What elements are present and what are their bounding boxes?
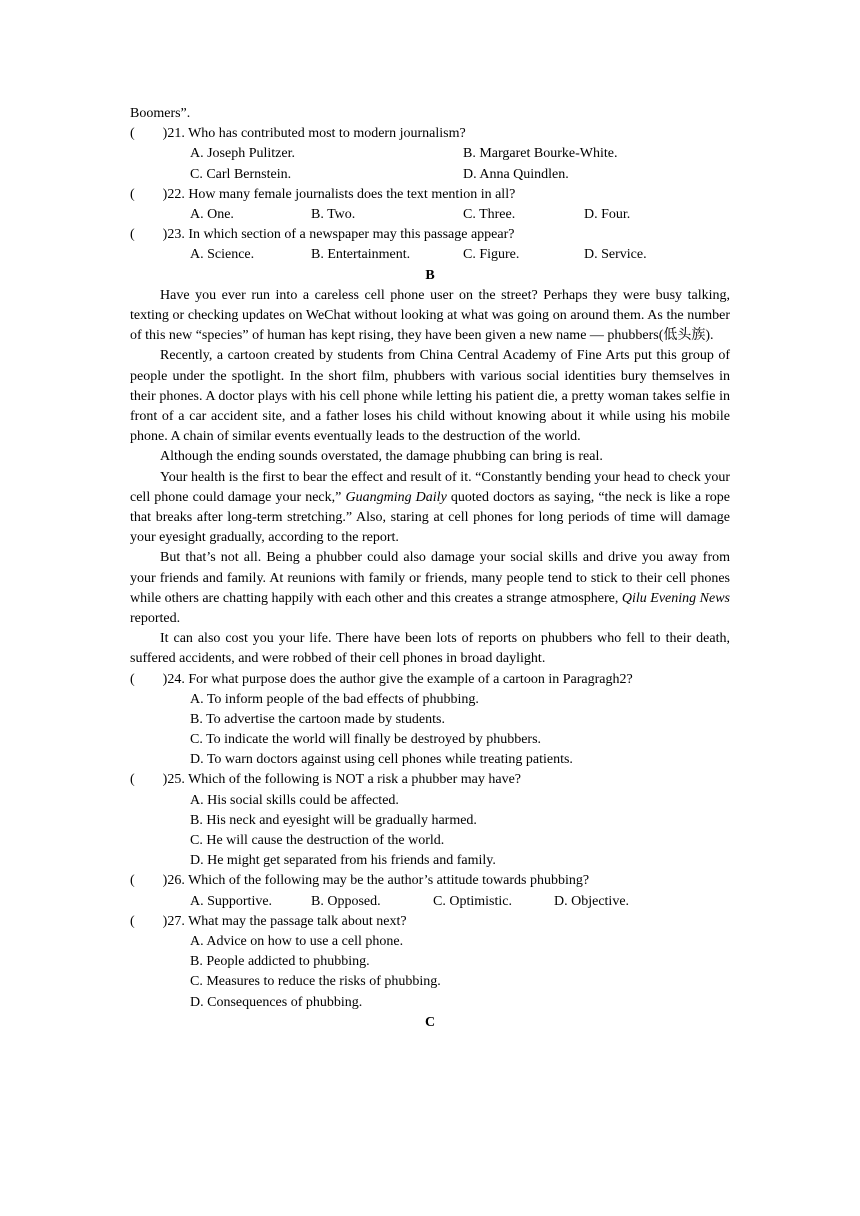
q27-option-c[interactable]: C. Measures to reduce the risks of phubbing. xyxy=(190,974,441,990)
q23-option-d[interactable]: D. Service. xyxy=(584,247,647,263)
question-25: ( )25. Which of the following is NOT a risk a phubber may have? xyxy=(130,772,522,788)
question-21: ( )21. Who has contributed most to modern journalism? xyxy=(130,126,466,142)
q23-option-b[interactable]: B. Entertainment. xyxy=(311,247,411,263)
q23-options xyxy=(130,245,730,265)
q22-options xyxy=(130,205,730,225)
q21-options-row2 xyxy=(130,165,730,185)
section-b-paragraph-1: Have you ever run into a careless cell phone user on the street? Perhaps they were busy talking, texting or checking updates on WeChat without looking at what was going on around them. As the number of this new “species” of human has kept rising, they have been given a new name — phubbers(低头族). xyxy=(130,287,730,344)
question-26: ( )26. Which of the following may be the author’s attitude towards phubbing? xyxy=(130,873,590,889)
q22-option-b[interactable]: B. Two. xyxy=(311,206,356,222)
p5-text-b: reported. xyxy=(130,610,181,626)
q21-option-a[interactable]: A. Joseph Pulitzer. xyxy=(190,146,295,162)
section-b-paragraph-3: Although the ending sounds overstated, the damage phubbing can bring is real. xyxy=(160,449,603,465)
q24-option-a[interactable]: A. To inform people of the bad effects of phubbing. xyxy=(190,691,479,707)
q27-option-a[interactable]: A. Advice on how to use a cell phone. xyxy=(190,933,404,949)
q21-option-c[interactable]: C. Carl Bernstein. xyxy=(190,166,292,182)
p5-source: Qilu Evening News xyxy=(621,590,730,606)
q25-option-a[interactable]: A. His social skills could be affected. xyxy=(190,792,399,808)
q26-options xyxy=(130,892,730,912)
section-b-paragraph-6: It can also cost you your life. There have been lots of reports on phubbers who fell to their death, suffered accidents, and were robbed of their cell phones in broad daylight. xyxy=(130,631,730,667)
q27-option-b[interactable]: B. People addicted to phubbing. xyxy=(190,954,370,970)
q22-option-c[interactable]: C. Three. xyxy=(463,206,516,222)
q27-option-d[interactable]: D. Consequences of phubbing. xyxy=(190,994,363,1010)
section-b-paragraph-2: Recently, a cartoon created by students from China Central Academy of Fine Arts put this group of people under the spotlight. In the short film, phubbers with various social identities bury themselves in their phones. A doctor plays with his cell phone while letting his patient die, a pretty woman takes selfie in front of a car accident site, and a father loses his child without knowing about it while using his mobile phone. A chain of similar events eventually leads to the destruction of the world. xyxy=(130,348,730,445)
p5-text-a: But that’s not all. Being a phubber could also damage your social skills and drive you away from your friends and family. At reunions with family or friends, many people tend to stick to their cell phones while others are chatting happily with each other and this creates a strange atmosphere, xyxy=(130,550,730,606)
q24-option-c[interactable]: C. To indicate the world will finally be destroyed by phubbers. xyxy=(190,732,542,748)
section-b-paragraph-4 xyxy=(130,468,730,549)
p4-text-b: quoted doctors as saying, “the neck is like a rope that breaks after long-term stretching.” Also, staring at cell phones for long periods of time will damage your eyesight gradually, according to the report. xyxy=(130,489,731,546)
document-page xyxy=(130,104,730,1033)
question-24: ( )24. For what purpose does the author give the example of a cartoon in Paragragh2? xyxy=(130,671,633,687)
q24-option-d[interactable]: D. To warn doctors against using cell phones while treating patients. xyxy=(190,752,573,768)
question-23: ( )23. In which section of a newspaper may this passage appear? xyxy=(130,227,515,243)
q26-option-a[interactable]: A. Supportive. xyxy=(190,893,273,909)
q25-option-b[interactable]: B. His neck and eyesight will be gradually harmed. xyxy=(190,812,477,828)
question-27: ( )27. What may the passage talk about next? xyxy=(130,913,407,929)
q26-option-b[interactable]: B. Opposed. xyxy=(311,893,381,909)
q23-option-a[interactable]: A. Science. xyxy=(190,247,255,263)
q25-option-d[interactable]: D. He might get separated from his friends and family. xyxy=(190,853,496,869)
section-b-paragraph-5 xyxy=(130,548,730,629)
question-22: ( )22. How many female journalists does the text mention in all? xyxy=(130,186,516,202)
q21-option-d[interactable]: D. Anna Quindlen. xyxy=(463,166,569,182)
q24-option-b[interactable]: B. To advertise the cartoon made by students. xyxy=(190,711,445,727)
q26-option-c[interactable]: C. Optimistic. xyxy=(433,893,512,909)
section-b-heading: B xyxy=(425,267,435,283)
p4-text-a: Your health is the first to bear the effect and result of it. “Constantly bending your head to check your cell phone could damage your neck,” xyxy=(130,469,730,505)
q26-option-d[interactable]: D. Objective. xyxy=(554,893,630,909)
q25-option-c[interactable]: C. He will cause the destruction of the world. xyxy=(190,833,445,849)
q21-options-row1 xyxy=(130,144,730,164)
q23-option-c[interactable]: C. Figure. xyxy=(463,247,520,263)
intro-tail: Boomers”. xyxy=(130,106,191,121)
p4-source: Guangming Daily xyxy=(345,489,447,505)
q22-option-d[interactable]: D. Four. xyxy=(584,206,631,222)
q22-option-a[interactable]: A. One. xyxy=(190,206,234,222)
q21-option-b[interactable]: B. Margaret Bourke-White. xyxy=(463,146,618,162)
section-c-heading: C xyxy=(424,1014,436,1030)
